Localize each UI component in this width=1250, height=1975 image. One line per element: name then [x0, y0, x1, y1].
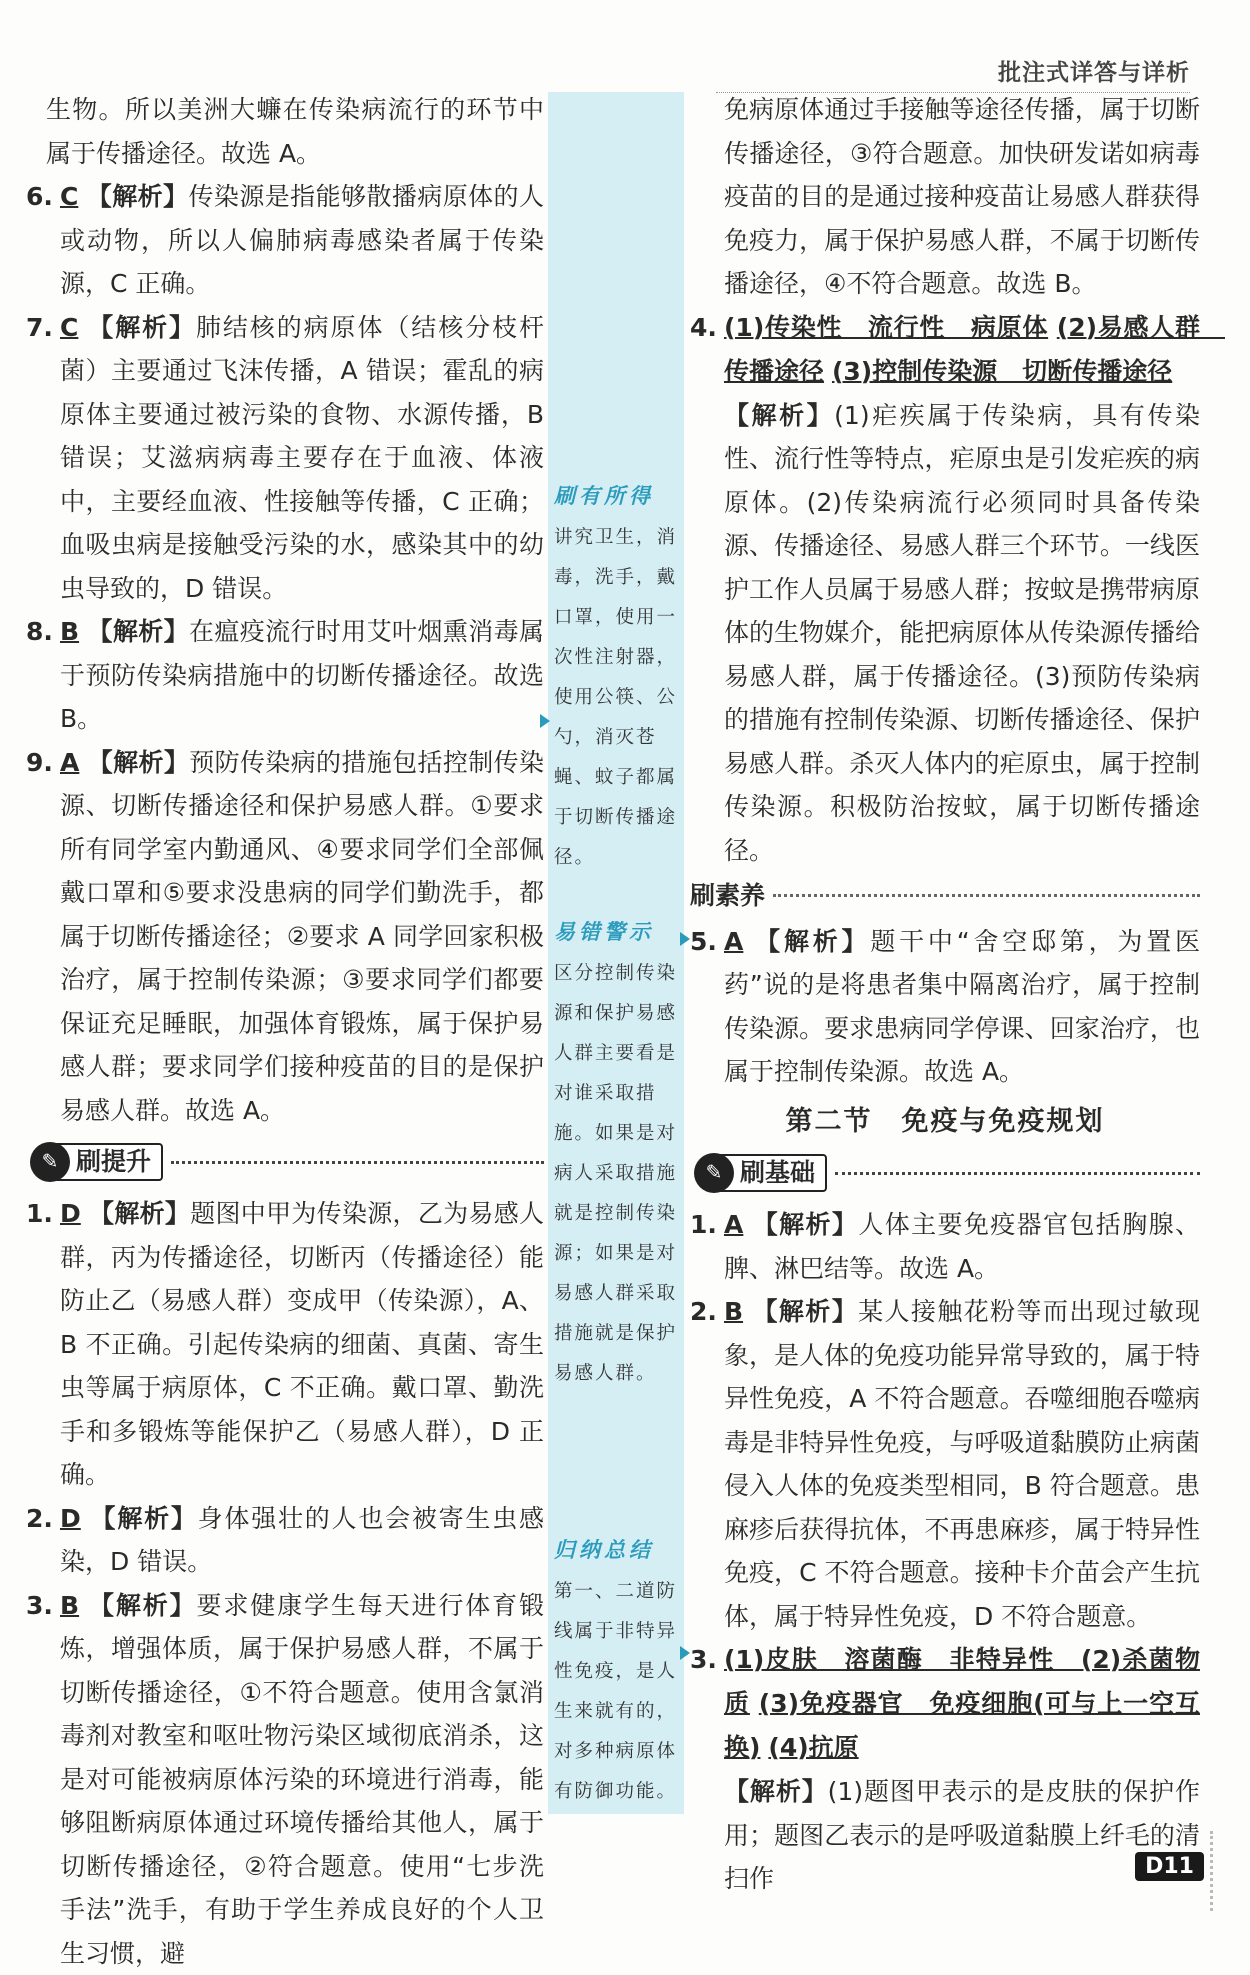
answer-item-j1 [690, 1203, 1200, 1290]
fill-answer: (1)传染性 流行性 病原体 [724, 313, 1048, 342]
item-text: 在瘟疫流行时用艾叶烟熏消毒属于预防传染病措施中的切断传播途径。故选 B。 [60, 617, 544, 733]
left-column [26, 88, 544, 1975]
item-number: 4. [690, 306, 717, 350]
item-text: 身体强壮的人也会被寄生虫感染，D 错误。 [60, 1504, 544, 1577]
right-column [690, 88, 1200, 1901]
item-answer: D [60, 1504, 81, 1533]
side-note-title: 刷有所得 [554, 476, 680, 516]
item-answer: A [60, 748, 79, 777]
side-note-text: 第一、二道防线属于非特异性免疫，是人生来就有的，对多种病原体有防御功能。 [554, 1572, 680, 1812]
answer-item-j3 [690, 1638, 1200, 1901]
item-text: 要求健康学生每天进行体育锻炼，增强体质，属于保护易感人群，不属于切断传播途径，①不符合题意。使用含氯消毒剂对教室和呕吐物污染区域彻底消杀，这是对可能被病原体污染的环境进行消毒，能够阻断病原体通过环境传播给其他人，属于切断传播途径，②符合题意。使用“七步洗手法”洗手，有助于学生养成良好的个人卫生习惯，避 [60, 1591, 544, 1968]
analysis-tag: 【解析】 [87, 748, 189, 777]
answer-item-j2 [690, 1290, 1200, 1638]
answer-item-9 [26, 741, 544, 1133]
item-text: 人体主要免疫器官包括胸腺、脾、淋巴结等。故选 A。 [724, 1210, 1200, 1283]
item-answer: D [60, 1199, 81, 1228]
page-number: D11 [1135, 1852, 1204, 1881]
analysis-tag: 【解析】 [87, 1591, 196, 1620]
item-number: 2. [690, 1290, 717, 1334]
item-number: 9. [26, 741, 53, 785]
answer-item-4 [690, 306, 1200, 873]
right-intro: 免病原体通过手接触等途径传播，属于切断传播途径，③符合题意。加快研发诺如病毒疫苗的目的是通过接种疫苗让易感人群获得免疫力，属于保护易感人群，不属于切断传播途径，④不符合题意。故选 B。 [690, 88, 1200, 306]
side-note-guinazongjie [554, 1530, 680, 1812]
analysis-tag: 【解析】 [89, 1199, 190, 1228]
item-answer: B [60, 617, 79, 646]
section-header-jichu [696, 1147, 1200, 1199]
side-note-title: 易错警示 [554, 912, 680, 952]
answer-item-7 [26, 306, 544, 611]
analysis-tag: 【解析】 [86, 182, 188, 211]
answer-item-t2 [26, 1497, 544, 1584]
section-divider [171, 1161, 544, 1164]
brush-icon: ✎ [30, 1142, 70, 1182]
side-note-text: 讲究卫生，消毒，洗手，戴口罩，使用一次性注射器，使用公筷、公勺，消灭苍蝇、蚊子都属于切断传播途径。 [554, 518, 680, 878]
section-title: 刷素养 [690, 874, 765, 918]
pointer-arrow-icon [680, 932, 690, 946]
item-number: 1. [26, 1192, 53, 1236]
answer-item-8 [26, 610, 544, 741]
analysis-tag: 【解析】 [751, 1210, 858, 1239]
item-answer: B [60, 1591, 79, 1620]
item-number: 8. [26, 610, 53, 654]
fill-answer: (2)易感人群 传播途径 [724, 313, 1225, 386]
side-note-text: 区分控制传染源和保护易感人群主要看是对谁采取措施。如果是对病人采取措施就是控制传染源；如果是对易感人群采取措施就是保护易感人群。 [554, 954, 680, 1394]
item-number: 2. [26, 1497, 53, 1541]
analysis-tag: 【解析】 [89, 1504, 198, 1533]
answer-item-5 [690, 920, 1200, 1094]
analysis-tag: 【解析】 [724, 1777, 828, 1806]
fill-answer: (3)免疫器官 免疫细胞(可与上一空互换) [724, 1689, 1200, 1762]
item-answer: A [724, 927, 743, 956]
side-note-yicuojingshi [554, 912, 680, 1394]
analysis-tag: 【解析】 [751, 927, 870, 956]
section-divider [835, 1172, 1200, 1175]
item-answer: C [60, 313, 78, 342]
section-divider [773, 894, 1200, 897]
pointer-arrow-icon [540, 714, 550, 728]
item-answer: B [724, 1297, 743, 1326]
item-answer: C [60, 182, 78, 211]
section-header-tisheng [32, 1136, 544, 1188]
section-title: 刷提升 [76, 1140, 151, 1184]
side-note-title: 归纳总结 [554, 1530, 680, 1570]
item-text: 题干中“舍空邸第，为置医药”说的是将患者集中隔离治疗，属于控制传染源。要求患病同学停课、回家治疗，也属于控制传染源。故选 A。 [724, 927, 1200, 1087]
item-number: 7. [26, 306, 53, 350]
left-intro: 生物。所以美洲大蠊在传染病流行的环节中属于传播途径。故选 A。 [26, 88, 544, 175]
item-number: 1. [690, 1203, 717, 1247]
fill-answer: (1)皮肤 溶菌酶 非特异性 (2)杀菌物质 [724, 1645, 1200, 1718]
answer-item-t1 [26, 1192, 544, 1497]
page-edge-dots [1210, 1831, 1216, 1911]
item-text: 预防传染病的措施包括控制传染源、切断传播途径和保护易感人群。①要求所有同学室内勤通风、④要求同学们全部佩戴口罩和⑤要求没患病的同学们勤洗手，都属于切断传播途径；②要求 A 同学回家积极治疗，属于控制传染源；③要求同学们都要保证充足睡眠，加强体育锻炼，属于保护易感人群；要求同学们接种疫苗的目的是保护易感人群。故选 A。 [60, 748, 544, 1125]
section-title: 刷基础 [740, 1151, 815, 1195]
item-number: 5. [690, 920, 717, 964]
answer-item-t3 [26, 1584, 544, 1975]
item-text: 传染源是指能够散播病原体的人或动物，所以人偏肺病毒感染者属于传染源，C 正确。 [60, 182, 544, 298]
analysis-tag: 【解析】 [751, 1297, 858, 1326]
item-text: (1)疟疾属于传染病，具有传染性、流行性等特点，疟原虫是引发疟疾的病原体。(2)传染病流行必须同时具备传染源、传播途径、易感人群三个环节。一线医护工作人员属于易感人群；按蚊是携带病原体的生物媒介，能把病原体从传染源传播给易感人群，属于传播途径。(3)预防传染病的措施有控制传染源、切断传播途径、保护易感人群。杀灭人体内的疟原虫，属于控制传染源。积极防治按蚊，属于切断传播途径。 [724, 401, 1200, 865]
brush-icon: ✎ [694, 1153, 734, 1193]
item-answer: A [724, 1210, 743, 1239]
side-note-shuayousuode [554, 476, 680, 878]
fill-answer: (3)控制传染源 切断传播途径 [832, 357, 1172, 386]
page-header-title: 批注式详答与详析 [998, 54, 1190, 87]
analysis-tag: 【解析】 [724, 401, 834, 430]
item-text: 题图中甲为传染源，乙为易感人群，丙为传播途径，切断丙（传播途径）能防止乙（易感人群）变成甲（传染源），A、B 不正确。引起传染病的细菌、真菌、寄生虫等属于病原体，C 不正确。戴口罩、勤洗手和多锻炼等能保护乙（易感人群），D 正确。 [60, 1199, 544, 1489]
item-text: (1)题图甲表示的是皮肤的保护作用；题图乙表示的是呼吸道黏膜上纤毛的清扫作 [724, 1777, 1200, 1893]
item-text: 肺结核的病原体（结核分枝杆菌）主要通过飞沫传播，A 错误；霍乱的病原体主要通过被污染的食物、水源传播，B 错误；艾滋病病毒主要存在于血液、体液中，主要经血液、性接触等传播，C 正确；血吸虫病是接触受污染的水，感染其中的幼虫导致的，D 错误。 [60, 313, 544, 603]
item-number: 3. [26, 1584, 53, 1628]
answer-item-6 [26, 175, 544, 306]
fill-answer: (4)抗原 [768, 1733, 858, 1762]
analysis-tag: 【解析】 [86, 313, 196, 342]
chapter-title: 第二节 免疫与免疫规划 [690, 1100, 1200, 1144]
analysis-tag: 【解析】 [87, 617, 189, 646]
item-text: 某人接触花粉等而出现过敏现象，是人体的免疫功能异常导致的，属于特异性免疫，A 不符合题意。吞噬细胞吞噬病毒是非特异性免疫，与呼吸道黏膜防止病菌侵入人体的免疫类型相同，B 符合题意。患麻疹后获得抗体，不再患麻疹，属于特异性免疫，C 不符合题意。接种卡介苗会产生抗体，属于特异性免疫，D 不符合题意。 [724, 1297, 1200, 1631]
item-number: 6. [26, 175, 53, 219]
item-number: 3. [690, 1638, 717, 1682]
section-header-suyang [690, 874, 1200, 918]
pointer-arrow-icon [680, 1646, 690, 1660]
